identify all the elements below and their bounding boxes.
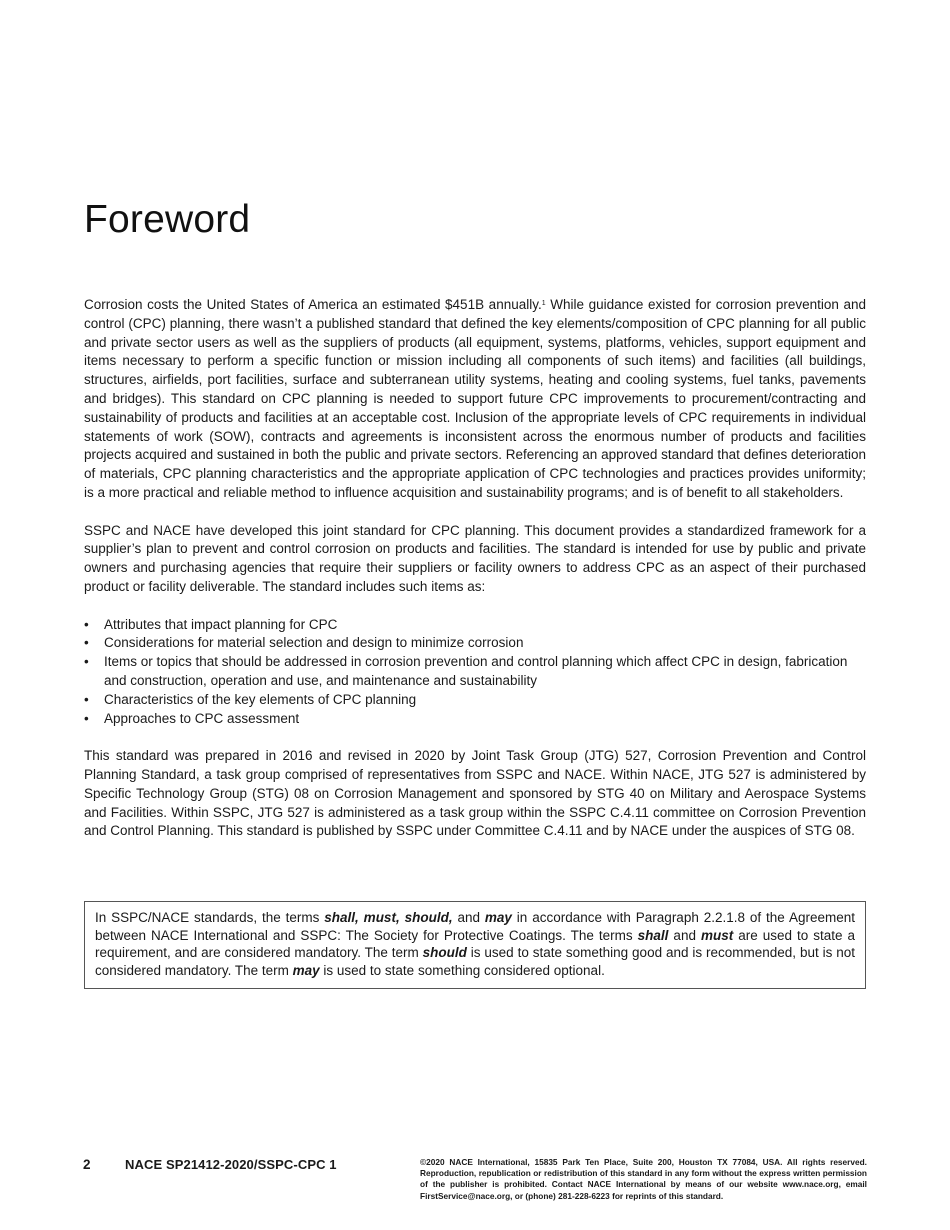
- list-item: • Attributes that impact planning for CPC: [84, 616, 866, 635]
- list-item: • Characteristics of the key elements of CPC planning: [84, 691, 866, 710]
- list-item: • Items or topics that should be addressed in corrosion prevention and control planning which affect CPC in design, fabrication and construction, operation and use, and maintenance and sustainability: [84, 653, 866, 691]
- list-item: • Approaches to CPC assessment: [84, 710, 866, 729]
- page-number: 2: [83, 1157, 91, 1172]
- body-content: [84, 295, 866, 841]
- paragraph-intro: Corrosion costs the United States of America an estimated $451B annually.$^1$ While guidance existed for corrosion prevention and control (CPC) planning, there wasn’t a published standard that defined the key elements/composition of CPC planning for all public and private sector users as well as the suppliers of products (all equipment, systems, platforms, vehicles, support equipment and items necessary to perform a specific function or mission including all components of such items) and facilities (all buildings, structures, airfields, port facilities, surface and subterranean utility systems, heating and cooling systems, fuel tanks, pavements and bridges). This standard on CPC planning is needed to support future CPC improvements to procurement/contracting and sustainability of products and facilities at an acceptable cost. Inclusion of the appropriate levels of CPC requirements in individual statements of work (SOW), contracts and agreements is inconsistent across the enormous number of products and facilities projects acquired and sustained in both the public and private sectors. Referencing an approved standard that defines deterioration of materials, CPC planning characteristics and the appropriate application of CPC technologies and practices provides uniformity; is a more practical and reliable method to influence acquisition and sustainability programs; and is of benefit to all stakeholders.: [84, 297, 866, 500]
- paragraph-preparation: This standard was prepared in 2016 and revised in 2020 by Joint Task Group (JTG) 527, Corrosion Prevention and Control Planning Standard, a task group comprised of representatives from SSPC and NACE. Within NACE, JTG 527 is administered by Specific Technology Group (STG) 08 on Corrosion Management and sponsored by STG 40 on Military and Aerospace Systems and Facilities. Within SSPC, JTG 527 is administered as a task group within the SSPC C.4.11 committee on Corrosion Prevention and Control Planning. This standard is published by SSPC under Committee C.4.11 and by NACE under the auspices of STG 08.: [84, 748, 866, 839]
- items-list: [84, 616, 866, 729]
- page-title: Foreword: [84, 198, 251, 241]
- document-id: NACE SP21412-2020/SSPC-CPC 1: [125, 1157, 337, 1172]
- copyright-notice: ©2020 NACE International, 15835 Park Ten Place, Suite 200, Houston TX 77084, USA. All rights reserved. Reproduction, republication or redistribution of this standard in any form without the express written permission of the publisher is prohibited. Contact NACE International by means of our website www.nace.org, email FirstService@nace.org, or (phone) 281-228-6223 for reprints of this standard.: [420, 1157, 867, 1201]
- list-item: • Considerations for material selection and design to minimize corrosion: [84, 634, 866, 653]
- terminology-note-box: In SSPC/NACE standards, the terms shall, must, should, and may in accordance with Paragraph 2.2.1.8 of the Agreement between NACE International and SSPC: The Society for Protective Coatings. The terms shall and must are used to state a requirement, and are considered mandatory. The term should is used to state something good and is recommended, but is not considered mandatory. The term may is used to state something considered optional.: [84, 901, 866, 989]
- paragraph-framework: SSPC and NACE have developed this joint standard for CPC planning. This document provides a standardized framework for a supplier’s plan to prevent and control corrosion on products and facilities. The standard is intended for use by public and private owners and purchasing agencies that require their suppliers or facility owners to address CPC as an aspect of their purchased product or facility deliverable. The standard includes such items as:: [84, 522, 866, 594]
- footnote-reference[interactable]: 1: [541, 300, 546, 307]
